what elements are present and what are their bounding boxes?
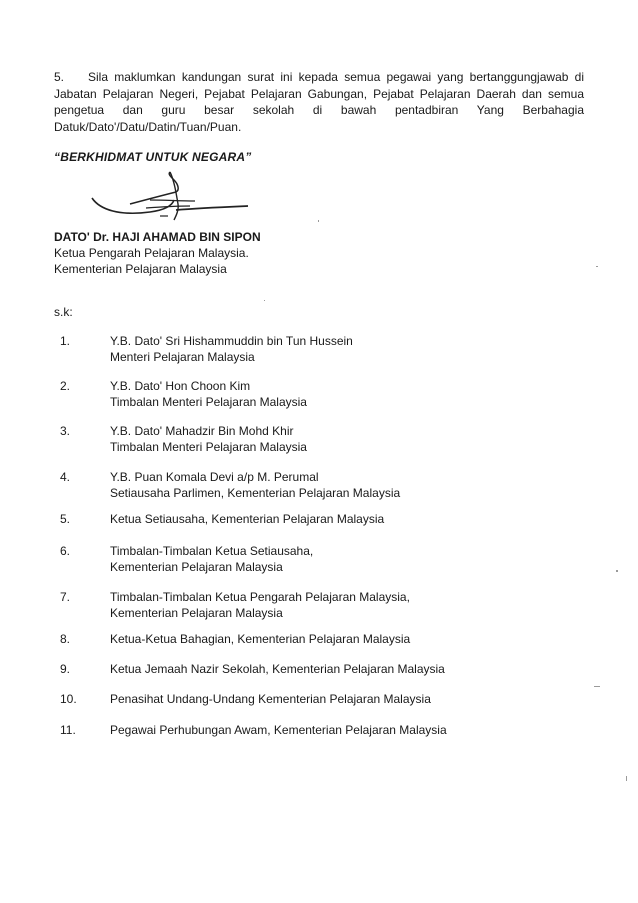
paragraph-number: 5.	[54, 70, 65, 84]
scan-speck	[596, 266, 598, 267]
list-item-line1: Ketua Jemaah Nazir Sekolah, Kementerian Pelajaran Malaysia	[110, 662, 445, 676]
list-item-line1: Pegawai Perhubungan Awam, Kementerian Pelajaran Malaysia	[110, 723, 447, 737]
scan-speck	[264, 300, 265, 301]
closing-paragraph	[54, 69, 584, 136]
list-item-line1: Timbalan-Timbalan Ketua Pengarah Pelajaran Malaysia,	[110, 590, 410, 604]
list-item-line2: Timbalan Menteri Pelajaran Malaysia	[110, 395, 307, 409]
scan-speck	[594, 686, 600, 687]
list-item-line1: Ketua Setiausaha, Kementerian Pelajaran Malaysia	[110, 512, 385, 526]
list-item-line2: Kementerian Pelajaran Malaysia	[110, 560, 283, 574]
list-item-number: 5.	[60, 512, 71, 526]
list-item-line1: Y.B. Puan Komala Devi a/p M. Perumal	[110, 470, 319, 484]
list-item-number: 3.	[60, 424, 71, 438]
list-item-line1: Y.B. Dato' Sri Hishammuddin bin Tun Hussein	[110, 334, 353, 348]
paragraph-text: Sila maklumkan kandungan surat ini kepada semua pegawai yang bertanggungjawab di Jabatan Pelajaran Negeri, Pejabat Pelajaran Gabungan, Pejabat Pelajaran Daerah dan semua pengetua dan guru besar sekolah di bawah pentadbiran Yang Berbahagia Datuk/Dato'/Datu/Datin/Tuan/Puan.	[54, 70, 584, 135]
scan-speck	[626, 776, 627, 781]
signatory-block	[54, 229, 261, 277]
motto: “BERKHIDMAT UNTUK NEGARA”	[54, 150, 252, 164]
list-item-number: 4.	[60, 470, 71, 484]
list-item-line2: Setiausaha Parlimen, Kementerian Pelajaran Malaysia	[110, 486, 401, 500]
signatory-name: DATO' Dr. HAJI AHAMAD BIN SIPON	[54, 230, 261, 244]
handwritten-signature	[90, 170, 250, 226]
list-item-line1: Y.B. Dato' Mahadzir Bin Mohd Khir	[110, 424, 294, 438]
list-item-line1: Ketua-Ketua Bahagian, Kementerian Pelajaran Malaysia	[110, 632, 411, 646]
list-item-number: 1.	[60, 334, 71, 348]
list-item-line1: Penasihat Undang-Undang Kementerian Pelajaran Malaysia	[110, 692, 431, 706]
list-item-line1: Timbalan-Timbalan Ketua Setiausaha,	[110, 544, 314, 558]
list-item-number: 2.	[60, 379, 71, 393]
list-item-line1: Y.B. Dato' Hon Choon Kim	[110, 379, 251, 393]
list-item-line2: Kementerian Pelajaran Malaysia	[110, 606, 283, 620]
list-item-number: 6.	[60, 544, 71, 558]
list-item-number: 10.	[60, 692, 77, 706]
list-item-number: 7.	[60, 590, 71, 604]
list-item-line2: Timbalan Menteri Pelajaran Malaysia	[110, 440, 307, 454]
list-item-number: 8.	[60, 632, 71, 646]
scan-speck	[616, 570, 618, 572]
list-item-number: 11.	[60, 723, 76, 737]
scan-speck	[318, 220, 319, 222]
list-item-number: 9.	[60, 662, 71, 676]
cc-label: s.k:	[54, 305, 73, 319]
signatory-title: Ketua Pengarah Pelajaran Malaysia.	[54, 246, 249, 260]
list-item-line2: Menteri Pelajaran Malaysia	[110, 350, 255, 364]
signatory-ministry: Kementerian Pelajaran Malaysia	[54, 262, 227, 276]
